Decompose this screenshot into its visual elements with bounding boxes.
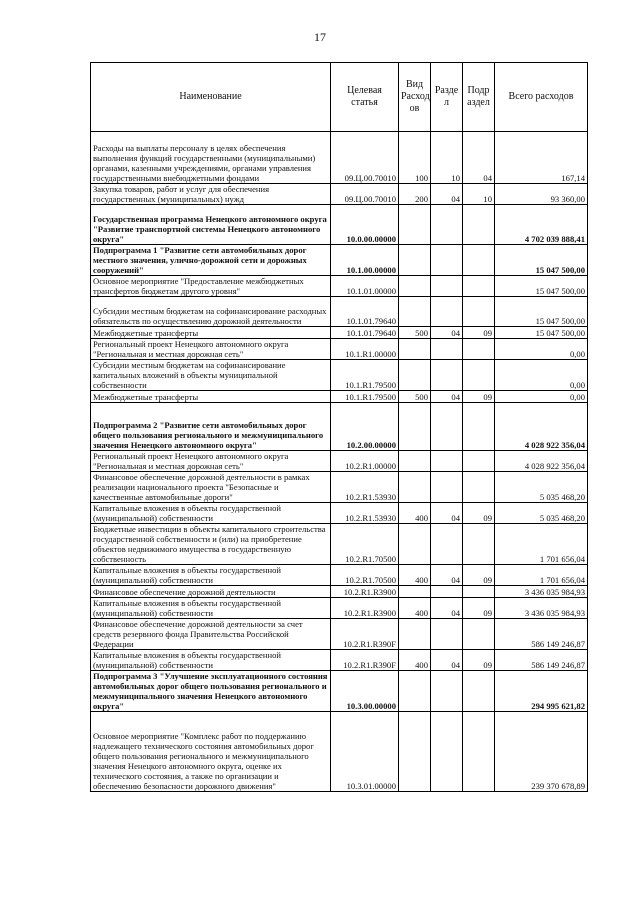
cell-type: 400 [399,503,431,524]
table-row [91,184,588,205]
cell-section [431,276,463,297]
cell-subsection [463,619,495,650]
cell-type [399,472,431,503]
table-row [91,339,588,360]
cell-name: Региональный проект Ненецкого автономного округа "Региональная и местная дорожная сеть" [91,339,331,360]
cell-code: 10.2.R1.R390F [331,650,399,671]
header-section: Разде л [431,63,463,132]
cell-subsection: 10 [463,184,495,205]
cell-type [399,360,431,391]
cell-code: 10.3.00.00000 [331,671,399,712]
page-number: 17 [314,30,326,44]
cell-name: Основное мероприятие "Предоставление межбюджетных трансфертов бюджетам другого уровня" [91,276,331,297]
cell-type: 500 [399,327,431,339]
cell-code: 10.1.R1.00000 [331,339,399,360]
cell-type: 400 [399,598,431,619]
cell-section: 04 [431,565,463,586]
cell-section [431,339,463,360]
cell-amount: 0,00 [495,391,588,403]
cell-code: 10.2.R1.R3900 [331,598,399,619]
cell-amount: 4 028 922 356,04 [495,451,588,472]
cell-name: Субсидии местным бюджетам на софинансирование расходных обязательств по осуществлению дорожной деятельности [91,297,331,327]
table-row [91,205,588,245]
table-row [91,327,588,339]
cell-type: 400 [399,565,431,586]
cell-name: Региональный проект Ненецкого автономного округа "Региональная и местная дорожная сеть" [91,451,331,472]
cell-section [431,297,463,327]
cell-type [399,245,431,276]
cell-section [431,451,463,472]
table-row [91,132,588,184]
cell-amount: 5 035 468,20 [495,472,588,503]
cell-code: 10.1.01.00000 [331,276,399,297]
cell-name: Капитальные вложения в объекты государственной (муниципальной) собственности [91,598,331,619]
cell-subsection [463,276,495,297]
header-subsection: Подр аздел [463,63,495,132]
cell-name: Капитальные вложения в объекты государственной (муниципальной) собственности [91,650,331,671]
cell-amount: 1 701 656,04 [495,524,588,565]
cell-code: 10.1.00.00000 [331,245,399,276]
cell-subsection [463,671,495,712]
cell-amount: 239 370 678,89 [495,712,588,792]
cell-section: 04 [431,327,463,339]
cell-name: Межбюджетные трансферты [91,327,331,339]
table-row [91,712,588,792]
cell-code: 10.2.R1.R390F [331,619,399,650]
table-row [91,650,588,671]
cell-amount: 586 149 246,87 [495,650,588,671]
cell-code: 10.1.01.79640 [331,327,399,339]
cell-code: 10.0.00.00000 [331,205,399,245]
cell-subsection [463,586,495,598]
cell-name: Подпрограмма 3 "Улучшение эксплуатационного состояния автомобильных дорог общего пользования регионального и межмуниципального значения Ненецкого автономного округа" [91,671,331,712]
cell-type [399,619,431,650]
table-row [91,671,588,712]
cell-subsection [463,712,495,792]
cell-section [431,205,463,245]
cell-amount: 1 701 656,04 [495,565,588,586]
cell-amount: 586 149 246,87 [495,619,588,650]
cell-subsection: 09 [463,391,495,403]
cell-subsection: 09 [463,503,495,524]
cell-section [431,245,463,276]
cell-type [399,451,431,472]
cell-name: Государственная программа Ненецкого автономного округа "Развитие транспортной системы Ненецкого автономного округа" [91,205,331,245]
table-header-row [91,63,588,132]
cell-code: 10.2.R1.53930 [331,503,399,524]
cell-type [399,586,431,598]
cell-amount: 3 436 035 984,93 [495,586,588,598]
cell-section [431,360,463,391]
cell-subsection [463,360,495,391]
cell-subsection: 09 [463,598,495,619]
cell-subsection [463,451,495,472]
cell-amount: 15 047 500,00 [495,276,588,297]
cell-code: 10.2.R1.70500 [331,565,399,586]
cell-section [431,586,463,598]
table-row [91,403,588,451]
cell-code: 10.1.R1.79500 [331,391,399,403]
cell-section: 04 [431,184,463,205]
cell-section: 04 [431,503,463,524]
cell-name: Капитальные вложения в объекты государственной (муниципальной) собственности [91,503,331,524]
table-row [91,565,588,586]
cell-section: 04 [431,598,463,619]
cell-amount: 15 047 500,00 [495,327,588,339]
table-row [91,391,588,403]
cell-name: Закупка товаров, работ и услуг для обеспечения государственных (муниципальных) нужд [91,184,331,205]
table-row [91,451,588,472]
cell-type: 400 [399,650,431,671]
cell-code: 10.2.R1.70500 [331,524,399,565]
cell-name: Расходы на выплаты персоналу в целях обеспечения выполнения функций государственными (муниципальными) органами, казенными учреждениями, органами управления государственными внебюджетными фондами [91,132,331,184]
cell-code: 10.2.00.00000 [331,403,399,451]
cell-code: 10.2.R1.R3900 [331,586,399,598]
cell-subsection: 09 [463,650,495,671]
header-type: Вид Расход ов [399,63,431,132]
cell-amount: 4 028 922 356,04 [495,403,588,451]
cell-code: 10.2.R1.53930 [331,472,399,503]
cell-amount: 294 995 621,82 [495,671,588,712]
cell-type [399,276,431,297]
cell-subsection [463,472,495,503]
cell-type [399,339,431,360]
table-row [91,619,588,650]
cell-section [431,619,463,650]
budget-table [90,62,588,792]
cell-name: Бюджетные инвестиции в объекты капитального строительства государственной собственности и (или) на приобретение объектов недвижимого имущества в государственную собственность [91,524,331,565]
cell-subsection [463,524,495,565]
cell-type [399,712,431,792]
cell-subsection [463,205,495,245]
cell-name: Субсидии местным бюджетам на софинансирование капитальных вложений в объекты муниципальной собственности [91,360,331,391]
cell-amount: 0,00 [495,360,588,391]
cell-subsection [463,297,495,327]
table-row [91,245,588,276]
cell-subsection [463,403,495,451]
table-row [91,297,588,327]
cell-name: Подпрограмма 1 "Развитие сети автомобильных дорог местного значения, улично-дорожной сети и дорожных сооружений" [91,245,331,276]
cell-subsection: 04 [463,132,495,184]
cell-amount: 5 035 468,20 [495,503,588,524]
cell-subsection: 09 [463,565,495,586]
cell-name: Финансовое обеспечение дорожной деятельности в рамках реализации национального проекта "Безопасные и качественные автомобильные дороги" [91,472,331,503]
cell-type [399,524,431,565]
cell-name: Финансовое обеспечение дорожной деятельности [91,586,331,598]
table-row [91,586,588,598]
cell-section [431,712,463,792]
cell-section [431,671,463,712]
cell-amount: 3 436 035 984,93 [495,598,588,619]
cell-section [431,472,463,503]
table-row [91,472,588,503]
cell-code: 09.Ц.00.70010 [331,132,399,184]
cell-name: Межбюджетные трансферты [91,391,331,403]
cell-name: Капитальные вложения в объекты государственной (муниципальной) собственности [91,565,331,586]
cell-subsection: 09 [463,327,495,339]
cell-type: 100 [399,132,431,184]
table-row [91,598,588,619]
table-body [91,132,588,792]
cell-amount: 167,14 [495,132,588,184]
cell-subsection [463,245,495,276]
cell-amount: 0,00 [495,339,588,360]
cell-code: 10.3.01.00000 [331,712,399,792]
table-row [91,503,588,524]
cell-section [431,403,463,451]
cell-code: 10.1.01.79640 [331,297,399,327]
cell-code: 09.Ц.00.70010 [331,184,399,205]
cell-type [399,671,431,712]
cell-type [399,205,431,245]
cell-code: 10.1.R1.79500 [331,360,399,391]
cell-code: 10.2.R1.00000 [331,451,399,472]
table-row [91,524,588,565]
table-row [91,276,588,297]
header-total: Всего расходов [495,63,588,132]
cell-name: Финансовое обеспечение дорожной деятельности за счет средств резервного фонда Правительства Российской Федерации [91,619,331,650]
cell-type [399,403,431,451]
cell-type: 200 [399,184,431,205]
cell-amount: 15 047 500,00 [495,297,588,327]
cell-section: 04 [431,650,463,671]
cell-amount: 15 047 500,00 [495,245,588,276]
cell-section [431,524,463,565]
cell-section: 04 [431,391,463,403]
cell-amount: 93 360,00 [495,184,588,205]
table-row [91,360,588,391]
cell-type [399,297,431,327]
cell-section: 10 [431,132,463,184]
header-name: Наименование [91,63,331,132]
cell-subsection [463,339,495,360]
header-target: Целевая статья [331,63,399,132]
cell-name: Основное мероприятие "Комплекс работ по поддержанию надлежащего технического состояния автомобильных дорог общего пользования регионального и межмуниципального значения Ненецкого автономного округа, оценке их технического состояния, а также по организации и обеспечению безопасности дорожного движения" [91,712,331,792]
cell-type: 500 [399,391,431,403]
cell-amount: 4 702 039 888,41 [495,205,588,245]
cell-name: Подпрограмма 2 "Развитие сети автомобильных дорог общего пользования регионального и межмуниципального значения Ненецкого автономного округа" [91,403,331,451]
